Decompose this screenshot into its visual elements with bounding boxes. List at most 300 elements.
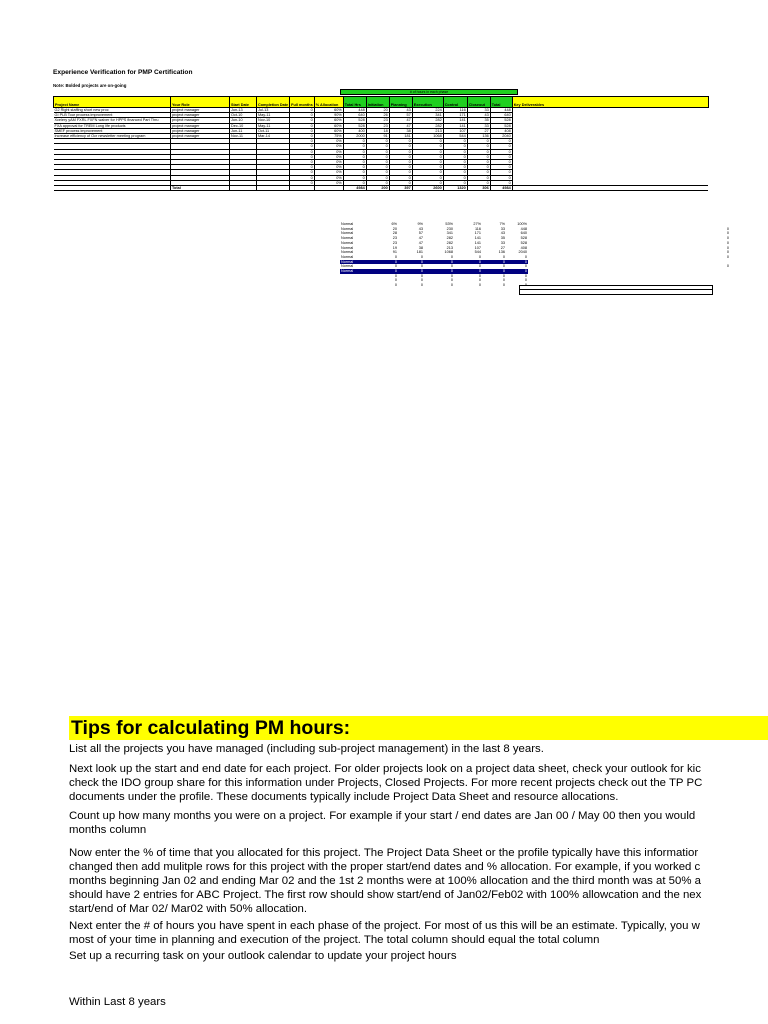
tip-line-3: check the IDO group share for this information under Projects, Closed Projects. For more recent projects check out the TP PC	[69, 777, 703, 789]
table-cell[interactable]: 282	[412, 123, 443, 128]
calc-extra[interactable]: 0	[726, 236, 729, 241]
table-cell[interactable]: 224	[412, 108, 443, 113]
total-row	[54, 186, 709, 191]
calc-value[interactable]: 0	[420, 283, 423, 288]
table-cell[interactable]: 107	[443, 128, 467, 133]
table-cell[interactable]: 26	[366, 113, 389, 118]
table-cell[interactable]: 116	[443, 108, 467, 113]
calc-label[interactable]: Normal	[341, 250, 354, 255]
calc-value[interactable]: 141	[474, 240, 481, 245]
table-cell[interactable]: 0	[366, 180, 389, 185]
table-cell[interactable]: 0	[412, 144, 443, 149]
table-cell[interactable]: 0	[389, 165, 412, 170]
calc-value[interactable]: 0	[394, 273, 397, 278]
calc-value[interactable]: 0	[372, 269, 398, 274]
table-cell[interactable]: 640	[343, 113, 366, 118]
calc-value[interactable]: 0	[450, 254, 453, 259]
table-cell[interactable]: project manager	[171, 123, 230, 128]
table-cell[interactable]: 0%	[314, 180, 343, 185]
calc-value[interactable]: 0	[506, 269, 528, 274]
table-cell[interactable]: 0	[443, 180, 467, 185]
calc-value[interactable]: 0	[420, 273, 423, 278]
calc-value[interactable]: 0	[398, 269, 424, 274]
table-cell[interactable]: project manager	[171, 134, 230, 139]
calc-value[interactable]: 171	[474, 231, 481, 236]
table-cell[interactable]: 0	[490, 154, 512, 159]
table-cell[interactable]: 0	[290, 175, 315, 180]
table-cell[interactable]: 400	[343, 128, 366, 133]
tip-line-1: List all the projects you have managed (including sub-project management) in the last 8 years.	[69, 743, 544, 755]
column-header: Total Hrs	[343, 97, 366, 108]
calc-value[interactable]: 0	[524, 278, 527, 283]
calc-value[interactable]: 136	[498, 250, 505, 255]
tip-line-11: start/end of Mar 02/ Mar02 with 50% allocation.	[69, 903, 308, 915]
calc-value[interactable]: 27%	[473, 222, 481, 226]
table-cell[interactable]: Jul-13	[257, 108, 290, 113]
calc-value[interactable]: 141	[474, 236, 481, 241]
table-cell[interactable]: Jun-13	[230, 108, 257, 113]
table-cell[interactable]: 0	[467, 149, 490, 154]
calc-value[interactable]: 23	[392, 236, 397, 241]
tip-line-2: Next look up the start and end date for each project. For older projects look on a project data sheet, check your outlook for kic	[69, 763, 701, 775]
total-cell[interactable]: 4984	[343, 186, 366, 191]
table-cell[interactable]: 0	[412, 139, 443, 144]
table-cell[interactable]: 0	[290, 154, 315, 159]
table-cell[interactable]: 38	[389, 128, 412, 133]
calc-value[interactable]: 0	[394, 278, 397, 283]
calc-value[interactable]: 230	[446, 226, 453, 231]
table-cell[interactable]: Oct-11	[257, 128, 290, 133]
table-cell[interactable]: 0	[443, 175, 467, 180]
table-cell[interactable]: 0	[290, 165, 315, 170]
table-cell[interactable]: 213	[412, 128, 443, 133]
calc-value[interactable]: 640	[520, 231, 527, 236]
table-cell[interactable]: 0	[490, 149, 512, 154]
calc-value[interactable]: 0	[502, 273, 505, 278]
table-cell[interactable]: 0%	[314, 170, 343, 175]
table-cell[interactable]: 0	[290, 108, 315, 113]
calc-value[interactable]: 181	[416, 250, 423, 255]
calc-value[interactable]: 0	[482, 269, 506, 274]
table-cell[interactable]: 0	[343, 175, 366, 180]
table-cell[interactable]: Nov-11	[230, 134, 257, 139]
calc-value[interactable]: 528	[520, 236, 527, 241]
table-cell[interactable]: 1068	[412, 134, 443, 139]
table-cell[interactable]: 0	[412, 170, 443, 175]
table-cell[interactable]: 0	[343, 144, 366, 149]
calc-value[interactable]: 0	[502, 254, 505, 259]
calc-extra[interactable]: 0	[726, 240, 729, 245]
table-cell[interactable]: 171	[443, 113, 467, 118]
table-cell[interactable]: 0	[412, 149, 443, 154]
calc-label[interactable]: Normal	[341, 231, 354, 236]
table-cell[interactable]: Dec-10	[230, 123, 257, 128]
column-header: Closeout	[467, 97, 490, 108]
total-cell[interactable]: 397	[389, 186, 412, 191]
total-cell[interactable]: 1320	[443, 186, 467, 191]
calc-value[interactable]: 0	[502, 283, 505, 288]
table-cell[interactable]: 0	[389, 149, 412, 154]
table-cell[interactable]: project manager	[171, 113, 230, 118]
table-cell[interactable]: 0	[412, 154, 443, 159]
calc-value[interactable]: 282	[446, 240, 453, 245]
calc-value[interactable]: 47	[418, 240, 423, 245]
table-cell[interactable]: 0	[290, 139, 315, 144]
calc-value[interactable]: 0	[394, 283, 397, 288]
column-header: Project Name	[54, 97, 171, 108]
table-cell[interactable]: 0%	[314, 139, 343, 144]
calc-value[interactable]: 0	[424, 269, 454, 274]
table-cell[interactable]: Oct-10	[230, 113, 257, 118]
table-cell[interactable]: 33	[467, 123, 490, 128]
calc-value[interactable]: 0	[478, 283, 481, 288]
table-cell[interactable]: 18	[366, 128, 389, 133]
calc-value[interactable]: 28	[392, 231, 397, 236]
table-cell[interactable]: 181	[389, 134, 412, 139]
table-cell[interactable]: 528	[490, 118, 512, 123]
calc-value[interactable]: 0	[394, 254, 397, 259]
calc-value[interactable]: 282	[446, 236, 453, 241]
table-cell[interactable]: 0	[467, 154, 490, 159]
table-cell[interactable]: 0	[343, 139, 366, 144]
table-cell[interactable]: 33	[467, 108, 490, 113]
table-cell[interactable]: 91	[366, 134, 389, 139]
table-cell[interactable]: 0	[443, 144, 467, 149]
total-cell[interactable]: 200	[366, 186, 389, 191]
table-cell[interactable]: 0	[490, 165, 512, 170]
table-cell[interactable]: 0	[467, 175, 490, 180]
table-cell[interactable]: 0	[490, 160, 512, 165]
calc-value[interactable]: 0	[478, 278, 481, 283]
total-cell[interactable]	[512, 186, 708, 191]
calc-extra[interactable]: 0	[726, 231, 729, 236]
calc-label[interactable]: Normal	[340, 260, 372, 265]
table-cell[interactable]: 0	[389, 160, 412, 165]
calc-label[interactable]: Normal	[341, 254, 354, 259]
calc-value[interactable]: 107	[474, 245, 481, 250]
table-cell[interactable]: 60%	[314, 108, 343, 113]
calc-extra[interactable]: 0	[726, 264, 729, 269]
table-cell[interactable]: 0	[290, 180, 315, 185]
table-cell[interactable]: 0	[366, 175, 389, 180]
table-cell[interactable]: 0	[443, 154, 467, 159]
table-cell[interactable]: 0%	[314, 165, 343, 170]
calc-value[interactable]: 0	[524, 283, 527, 288]
table-cell[interactable]: 0	[290, 118, 315, 123]
total-cell[interactable]: 4984	[490, 186, 512, 191]
calc-value[interactable]: 116	[474, 226, 481, 231]
calc-label[interactable]: Normal	[341, 226, 354, 231]
table-cell[interactable]: 0	[467, 144, 490, 149]
table-cell[interactable]: 0	[389, 175, 412, 180]
table-cell[interactable]: 0	[290, 113, 315, 118]
calc-value[interactable]: 0	[450, 264, 453, 269]
calc-label[interactable]: Normal	[340, 269, 372, 274]
table-cell[interactable]: 2040	[490, 134, 512, 139]
calc-value[interactable]: 2040	[518, 250, 527, 255]
table-cell[interactable]: 0	[343, 170, 366, 175]
total-cell[interactable]	[290, 186, 315, 191]
calc-value[interactable]: 0	[450, 278, 453, 283]
table-cell[interactable]: 0	[412, 165, 443, 170]
table-cell[interactable]: SMEF process improvement	[54, 128, 171, 133]
calc-value[interactable]: 33	[500, 226, 505, 231]
table-cell[interactable]: 20	[366, 108, 389, 113]
table-cell[interactable]: 0	[443, 160, 467, 165]
calc-value[interactable]: 0	[502, 278, 505, 283]
table-cell[interactable]: 0%	[314, 144, 343, 149]
calc-value[interactable]: 0	[450, 283, 453, 288]
calc-value[interactable]: 0	[454, 269, 482, 274]
table-cell[interactable]: 0	[490, 144, 512, 149]
table-cell[interactable]: 408	[490, 128, 512, 133]
calc-label[interactable]: Normal	[341, 222, 354, 226]
table-cell[interactable]: 0	[490, 175, 512, 180]
calc-label[interactable]: Normal	[341, 236, 354, 241]
table-cell[interactable]: 43	[467, 113, 490, 118]
table-cell[interactable]: 0	[467, 139, 490, 144]
calc-value[interactable]: 9%	[417, 222, 423, 226]
table-cell[interactable]: 0	[290, 160, 315, 165]
table-cell[interactable]: 0	[366, 165, 389, 170]
table-cell[interactable]: 0	[290, 123, 315, 128]
table-cell[interactable]: 528	[490, 123, 512, 128]
table-cell[interactable]: 60%	[314, 128, 343, 133]
table-cell[interactable]: project manager	[171, 128, 230, 133]
table-cell[interactable]: 0	[389, 139, 412, 144]
table-cell[interactable]: 0	[490, 170, 512, 175]
calc-value[interactable]: 0	[372, 260, 398, 265]
calc-value[interactable]: 0	[450, 273, 453, 278]
calc-value[interactable]: 100%	[517, 222, 527, 226]
table-cell[interactable]: 136	[467, 134, 490, 139]
tip-line-10: should have 2 entries for ABC Project. The first row should show start/end of Jan02/Feb02 with 100% allowcation and the nex	[69, 889, 702, 901]
table-cell[interactable]: 0	[412, 160, 443, 165]
calc-value[interactable]: 38	[418, 245, 423, 250]
tip-line-6: months column	[69, 824, 147, 836]
calc-value[interactable]: 0	[424, 260, 454, 265]
table-cell[interactable]: 141	[443, 123, 467, 128]
calc-extra[interactable]: 0	[726, 254, 729, 259]
table-cell[interactable]: 0	[290, 134, 315, 139]
total-cell[interactable]	[314, 186, 343, 191]
calc-value[interactable]: 0	[524, 254, 527, 259]
calc-extra[interactable]: 0	[726, 226, 729, 231]
table-cell[interactable]: 43	[389, 108, 412, 113]
table-cell[interactable]: 0	[366, 139, 389, 144]
total-cell[interactable]: Total	[171, 186, 230, 191]
calc-value[interactable]: 0	[420, 278, 423, 283]
calc-value[interactable]: 0	[394, 264, 397, 269]
table-cell[interactable]: 0	[343, 149, 366, 154]
calc-value[interactable]: 43	[500, 231, 505, 236]
calc-value[interactable]: 341	[446, 231, 453, 236]
calc-value[interactable]: 19	[392, 245, 397, 250]
table-cell[interactable]: 0	[443, 170, 467, 175]
table-cell[interactable]: 0%	[314, 175, 343, 180]
table-cell[interactable]: Mar-14	[257, 134, 290, 139]
table-cell[interactable]: 75%	[314, 134, 343, 139]
total-cell[interactable]	[54, 186, 171, 191]
column-header: Your Role	[171, 97, 230, 108]
table-cell[interactable]: 0	[366, 149, 389, 154]
calc-label[interactable]	[340, 283, 372, 288]
calc-value[interactable]: 213	[446, 245, 453, 250]
table-cell[interactable]: 0	[389, 170, 412, 175]
table-cell[interactable]: project manager	[171, 108, 230, 113]
calc-value[interactable]: 528	[520, 240, 527, 245]
table-cell[interactable]: 141	[443, 118, 467, 123]
column-header: Start Date	[230, 97, 257, 108]
table-cell[interactable]: 47	[389, 123, 412, 128]
table-cell[interactable]: 640	[490, 113, 512, 118]
column-header: Execution	[412, 97, 443, 108]
table-cell[interactable]: 47	[389, 118, 412, 123]
calc-value[interactable]: 91	[392, 250, 397, 255]
table-cell[interactable]: 0	[443, 165, 467, 170]
calc-value[interactable]: 0	[478, 264, 481, 269]
table-cell[interactable]: 0	[467, 170, 490, 175]
tip-line-13: most of your time in planning and execution of the project. The total column should equal the total column	[69, 934, 600, 946]
table-cell[interactable]: 0	[366, 154, 389, 159]
total-cell[interactable]: 306	[467, 186, 490, 191]
table-cell[interactable]: 528	[343, 123, 366, 128]
calc-value[interactable]: 408	[520, 245, 527, 250]
table-cell[interactable]: 23	[366, 118, 389, 123]
tips-title: Tips for calculating PM hours:	[69, 716, 768, 740]
calc-value[interactable]: 27	[500, 245, 505, 250]
calc-value[interactable]: 0	[420, 254, 423, 259]
calc-value[interactable]: 1068	[444, 250, 453, 255]
calc-value[interactable]: 53%	[445, 222, 453, 226]
calc-value[interactable]: 0	[502, 264, 505, 269]
tip-line-14: Set up a recurring task on your outlook calendar to update your project hours	[69, 950, 457, 962]
tip-line-5: Count up how many months you were on a project. For example if your start / end dates are Jan 00 / May 00 then you would	[69, 810, 696, 822]
table-cell[interactable]: 60%	[314, 118, 343, 123]
table-cell[interactable]: 0%	[314, 160, 343, 165]
table-cell[interactable]: 0	[467, 160, 490, 165]
calc-value[interactable]: 33	[500, 240, 505, 245]
calc-value[interactable]: 47	[418, 236, 423, 241]
calc-value[interactable]: 544	[474, 250, 481, 255]
table-cell[interactable]: 0	[443, 149, 467, 154]
table-cell[interactable]: 0	[490, 180, 512, 185]
table-cell[interactable]: 0	[366, 144, 389, 149]
table-cell[interactable]: FXA approval for TREM Long life products	[54, 123, 171, 128]
table-cell[interactable]: May-11	[257, 123, 290, 128]
table-cell[interactable]: Jun-11	[230, 128, 257, 133]
table-cell[interactable]: 2000	[343, 134, 366, 139]
table-cell[interactable]: 0%	[314, 154, 343, 159]
calc-value[interactable]: 57	[418, 231, 423, 236]
table-cell[interactable]: 0	[366, 170, 389, 175]
total-cell[interactable]	[230, 186, 257, 191]
table-cell[interactable]: 282	[412, 118, 443, 123]
table-cell[interactable]: 0	[389, 144, 412, 149]
calc-value[interactable]: 0	[420, 264, 423, 269]
table-cell[interactable]: 0	[343, 165, 366, 170]
calc-label[interactable]: Normal	[341, 245, 354, 250]
table-cell[interactable]: 60%	[314, 123, 343, 128]
table-cell[interactable]: Nov-10	[257, 118, 290, 123]
calc-value[interactable]: 0	[524, 273, 527, 278]
calc-label[interactable]: Normal	[341, 240, 354, 245]
calc-extra[interactable]	[720, 283, 730, 288]
table-cell[interactable]: 0	[389, 180, 412, 185]
table-cell[interactable]: 448	[343, 108, 366, 113]
calc-value[interactable]: 448	[520, 226, 527, 231]
column-header: Planning	[389, 97, 412, 108]
calc-value[interactable]: 0	[482, 260, 506, 265]
table-cell[interactable]: 0	[343, 160, 366, 165]
table-cell[interactable]: 0	[467, 165, 490, 170]
tip-line-9: months beginning Jan 02 and ending Mar 02 and the 1st 2 months were at 100% allocation and the third month was at 50% a	[69, 875, 701, 887]
table-cell[interactable]: 0	[290, 170, 315, 175]
total-cell[interactable]	[257, 186, 290, 191]
column-header: Control	[443, 97, 467, 108]
calc-value[interactable]: 0	[398, 260, 424, 265]
table-cell[interactable]: 0	[467, 180, 490, 185]
table-cell[interactable]: 35	[467, 118, 490, 123]
calc-extra[interactable]: 0	[726, 245, 729, 250]
table-cell[interactable]: 0	[389, 154, 412, 159]
calc-value[interactable]: 20	[392, 226, 397, 231]
calc-value[interactable]: 35	[500, 236, 505, 241]
table-cell[interactable]: 0	[366, 160, 389, 165]
table-cell[interactable]: 0	[412, 180, 443, 185]
table-cell[interactable]: 448	[490, 108, 512, 113]
table-cell[interactable]: G2 Right staffing short new proc	[54, 108, 171, 113]
table-cell[interactable]: 0%	[314, 149, 343, 154]
calc-value[interactable]: 0	[478, 273, 481, 278]
tip-line-4: documents under the profile. These documents typically include Project Data Sheet and resource allocations.	[69, 791, 619, 803]
calc-extra[interactable]: 0	[726, 250, 729, 255]
table-cell[interactable]: 90%	[314, 113, 343, 118]
table-cell[interactable]: 0	[412, 175, 443, 180]
calc-value[interactable]: 0	[524, 264, 527, 269]
table-cell[interactable]: 57	[389, 113, 412, 118]
table-cell[interactable]: Jun-10	[230, 118, 257, 123]
table-cell[interactable]: Xcelery yAM FXRL FXFN waiver for HPPS financed Part Thru	[54, 118, 171, 123]
calc-value[interactable]: 6%	[391, 222, 397, 226]
calc-value[interactable]: 0	[478, 254, 481, 259]
total-cell[interactable]: 2600	[412, 186, 443, 191]
table-cell[interactable]: 23	[366, 123, 389, 128]
table-cell[interactable]: 341	[412, 113, 443, 118]
table-cell[interactable]: 0	[443, 139, 467, 144]
calc-value[interactable]: 7%	[499, 222, 505, 226]
table-cell[interactable]: project manager	[171, 118, 230, 123]
calc-label[interactable]: Normal	[341, 264, 354, 269]
table-cell[interactable]: 0	[290, 128, 315, 133]
table-cell[interactable]: Increase efficiency of Ocr newsletter meeting program	[54, 134, 171, 139]
table-cell[interactable]: 0	[290, 144, 315, 149]
table-cell[interactable]: 27	[467, 128, 490, 133]
table-cell[interactable]: 0	[290, 149, 315, 154]
calculation-table	[340, 222, 730, 288]
calc-value[interactable]: 43	[418, 226, 423, 231]
calc-value[interactable]: 23	[392, 240, 397, 245]
table-cell[interactable]: GI PLB Tour process improvement	[54, 113, 171, 118]
table-cell[interactable]: 0	[490, 139, 512, 144]
table-cell[interactable]: 0	[343, 154, 366, 159]
calc-value[interactable]: 0	[454, 260, 482, 265]
table-cell[interactable]: 0	[343, 180, 366, 185]
calc-value[interactable]: 0	[506, 260, 528, 265]
table-cell[interactable]: 544	[443, 134, 467, 139]
table-cell[interactable]: May-11	[257, 113, 290, 118]
table-cell[interactable]: 528	[343, 118, 366, 123]
